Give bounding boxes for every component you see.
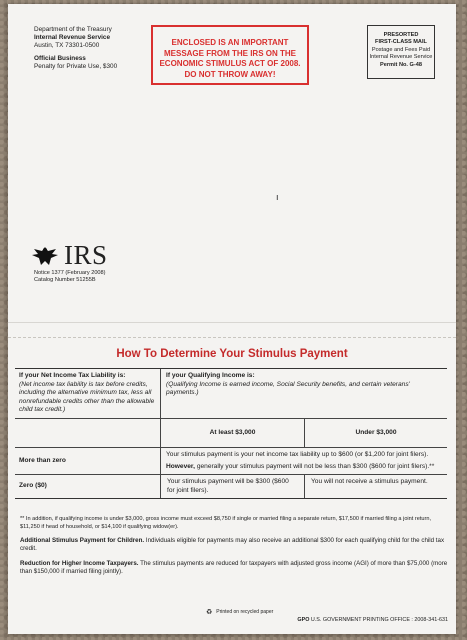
row-content (161, 475, 447, 498)
reduction-note (20, 560, 448, 576)
table-subheader-row (15, 419, 447, 448)
return-address-line: Department of the Treasury (34, 26, 112, 33)
notes-section (20, 516, 448, 582)
reduction-title: Reduction for Higher Income Taxpayers. (20, 559, 139, 567)
children-text: Individuals eligible for payments may also receive an additional $300 for each qualifying child for the child tax credit. (20, 537, 445, 553)
recycled-text: Printed on recycled paper (216, 609, 274, 615)
fold-line (8, 322, 456, 323)
warning-line: MESSAGE FROM THE IRS ON THE (163, 48, 296, 58)
row-label: More than zero (15, 448, 161, 474)
permit-line: Internal Revenue Service (369, 54, 433, 61)
table-row (15, 448, 447, 475)
row1-text: Your stimulus payment is your net income tax liability up to $600 (or $1,200 for joint filers). (166, 450, 429, 458)
gpo-text: U.S. GOVERNMENT PRINTING OFFICE : 2008-341-631 (310, 617, 448, 623)
warning-line: ECONOMIC STIMULUS ACT OF 2008. (159, 59, 301, 68)
permit-line: FIRST-CLASS MAIL (375, 39, 427, 46)
irs-eagle-icon (30, 244, 60, 268)
gpo-logo-icon: GPO (297, 617, 310, 623)
irs-notice-mailer (8, 4, 456, 634)
subheader-at-least: At least $3,000 (209, 428, 256, 436)
children-title: Additional Stimulus Payment for Children. (20, 537, 145, 545)
header-cell (161, 369, 447, 418)
row-content (161, 448, 447, 474)
recycled-note (206, 608, 273, 616)
gpo-footer (297, 617, 448, 623)
perforation-top (8, 337, 456, 338)
notice-number: Notice 1377 (February 2008) (34, 270, 106, 276)
row-label: Zero ($0) (15, 475, 161, 498)
row1-text2: generally your stimulus payment will not be less than $300 ($600 for joint filers).** (196, 462, 435, 470)
col2-note: (Qualifying Income is earned income, Social Security benefits, and certain veterans' payments.) (166, 380, 410, 397)
notice-info (34, 270, 106, 284)
col1-note: (Net income tax liability is tax before credits, including the alternative minimum tax, less all nonrefundable credits other than the allowable child tax credit.) (19, 380, 155, 414)
irs-logo (30, 240, 108, 271)
footnote: ** In addition, if qualifying income is under $3,000, gross income must exceed $8,750 if single or married filing a separate return, $17,500 if married filing a joint return, $11,250 if head of household, or $14,100 if qualifying widow(er). (20, 516, 432, 530)
official-business-label: Official Business (34, 55, 86, 62)
recycle-icon: ♻ (206, 609, 213, 616)
return-address-line: Internal Revenue Service (34, 34, 111, 41)
permit-line: PRESORTED (383, 32, 419, 38)
permit-line: Permit No. G-48 (380, 61, 422, 68)
table-header-row (15, 369, 447, 419)
header-cell (15, 369, 161, 418)
warning-line: ENCLOSED IS AN IMPORTANT (171, 38, 289, 47)
penalty-label: Penalty for Private Use, $300 (34, 63, 118, 70)
important-message-box (151, 25, 309, 85)
children-note (20, 537, 448, 553)
col2-header: If your Qualifying Income is: (166, 372, 255, 379)
return-address-line: Austin, TX 73301-0500 (34, 42, 100, 49)
row2-left-text: Your stimulus payment will be $300 ($600 for joint filers). (167, 478, 289, 494)
table-row (15, 475, 447, 498)
postage-permit-box (367, 25, 435, 79)
warning-line: DO NOT THROW AWAY! (184, 69, 276, 79)
subheader-under: Under $3,000 (304, 419, 447, 447)
however-label: However, (166, 462, 195, 470)
stray-mark: ı (276, 192, 279, 202)
reduction-text: The stimulus payments are reduced for taxpayers with adjusted gross income (AGI) of more than $75,000 (more than $150,000 if married filing jointly). (20, 559, 448, 575)
irs-logo-text: IRS (64, 240, 108, 270)
stimulus-table (15, 368, 447, 499)
return-address (34, 26, 117, 71)
col1-header: If your Net Income Tax Liability is: (19, 372, 126, 379)
document-title: How To Determine Your Stimulus Payment (116, 348, 348, 360)
subheader-cells (161, 419, 447, 447)
row2-right-text: You will not receive a stimulus payment. (304, 475, 447, 498)
catalog-number: Catalog Number 51255B (34, 277, 96, 283)
empty-cell (15, 419, 161, 447)
permit-line: Postage and Fees Paid (371, 46, 431, 53)
